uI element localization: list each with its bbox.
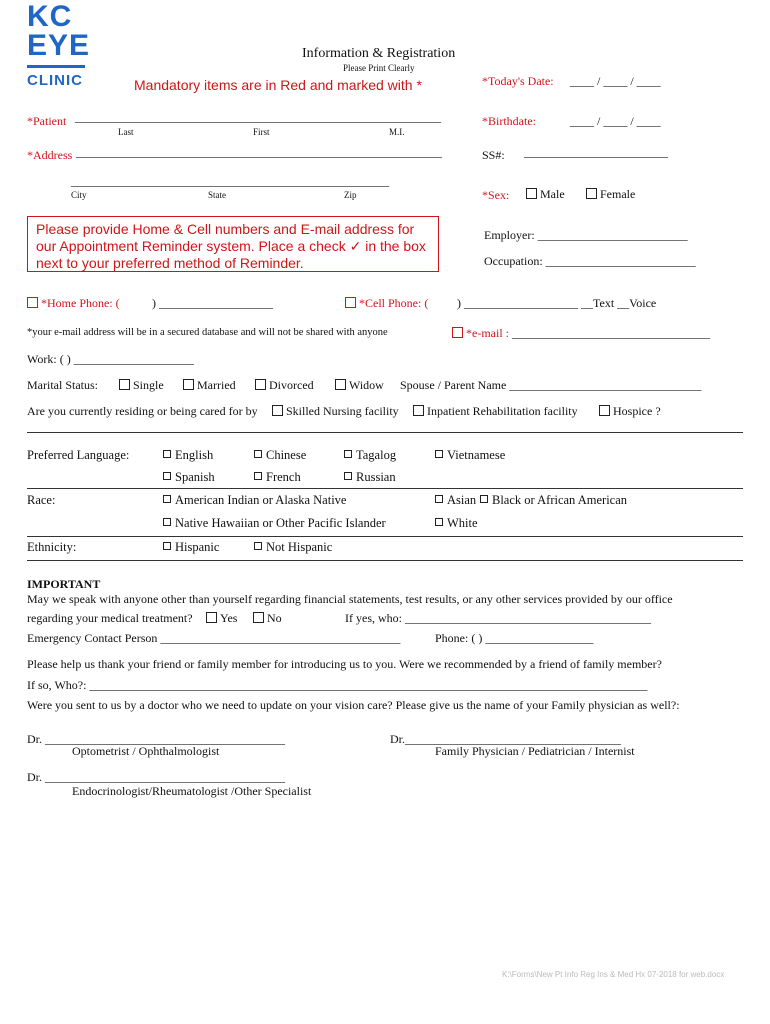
occupation-field[interactable]: Occupation: _________________________ bbox=[484, 254, 696, 268]
inpatient-rehab-option[interactable]: Inpatient Rehabilitation facility bbox=[413, 404, 578, 419]
logo-divider bbox=[27, 65, 85, 68]
file-path-footer: K:\Forms\New Pt Info Reg Ins & Med Hx 07-2018 for web.docx bbox=[502, 970, 725, 979]
marital-single[interactable]: Single bbox=[119, 378, 164, 393]
skilled-nursing-option[interactable]: Skilled Nursing facility bbox=[272, 404, 399, 419]
patient-mi-caption: M.I. bbox=[389, 127, 405, 137]
optometrist-field[interactable]: Dr. ________________________________________ bbox=[27, 732, 285, 746]
important-question-cont: regarding your medical treatment? bbox=[27, 611, 193, 625]
section-divider bbox=[27, 560, 743, 561]
language-label: Preferred Language: bbox=[27, 448, 130, 462]
cell-phone-label: *Cell Phone: ( bbox=[345, 296, 428, 311]
marital-widow[interactable]: Widow bbox=[335, 378, 384, 393]
lang-french[interactable]: French bbox=[254, 470, 301, 485]
female-label: Female bbox=[600, 187, 636, 201]
section-divider bbox=[27, 536, 743, 537]
hospice-option[interactable]: Hospice ? bbox=[599, 404, 661, 419]
form-subtitle: Please Print Clearly bbox=[343, 63, 415, 73]
emergency-phone-field[interactable]: Phone: ( ) __________________ bbox=[435, 631, 594, 645]
lang-vietnamese[interactable]: Vietnamese bbox=[435, 448, 505, 463]
mandatory-note: Mandatory items are in Red and marked with * bbox=[134, 77, 422, 93]
city-caption: City bbox=[71, 190, 87, 200]
patient-label: *Patient bbox=[27, 114, 67, 128]
race-american-indian[interactable]: American Indian or Alaska Native bbox=[163, 493, 346, 508]
race-black[interactable]: Black or African American bbox=[480, 493, 627, 508]
state-caption: State bbox=[208, 190, 226, 200]
section-divider bbox=[27, 432, 743, 433]
lang-russian[interactable]: Russian bbox=[344, 470, 396, 485]
logo-line2: EYE bbox=[27, 29, 91, 62]
race-hawaiian[interactable]: Native Hawaiian or Other Pacific Islander bbox=[163, 516, 386, 531]
address-field[interactable]: _____________________________________________________________ bbox=[76, 145, 442, 159]
ssn-field[interactable]: ________________________ bbox=[524, 145, 668, 159]
speak-who-field[interactable]: If yes, who: _________________________________________ bbox=[345, 611, 651, 625]
referral-question: Please help us thank your friend or family member for introducing us to you. Were we recommended by a friend of family member? bbox=[27, 657, 662, 671]
doctor-question: Were you sent to us by a doctor who we need to update on your vision care? Please give us the name of your Family physician as well?: bbox=[27, 698, 680, 712]
referral-who-field[interactable]: If so, Who?: _____________________________________________________________________________________________ bbox=[27, 678, 648, 692]
marital-status-label: Marital Status: bbox=[27, 378, 98, 392]
lang-tagalog[interactable]: Tagalog bbox=[344, 448, 396, 463]
lang-chinese[interactable]: Chinese bbox=[254, 448, 306, 463]
patient-last-caption: Last bbox=[118, 127, 134, 137]
email-privacy-note: *your e-mail address will be in a secured database and will not be shared with anyone bbox=[27, 327, 388, 338]
zip-caption: Zip bbox=[344, 190, 357, 200]
ethnicity-not-hispanic[interactable]: Not Hispanic bbox=[254, 540, 332, 555]
reminder-notice: Please provide Home & Cell numbers and E-mail address for our Appointment Reminder system. Place a check ✓ in the box next to your preferred method of Reminder. bbox=[27, 216, 439, 272]
family-physician-caption: Family Physician / Pediatrician / Internist bbox=[435, 744, 635, 758]
family-physician-field[interactable]: Dr.____________________________________ bbox=[390, 732, 621, 746]
form-title: Information & Registration bbox=[302, 46, 456, 61]
address-label: *Address bbox=[27, 148, 73, 162]
marital-divorced[interactable]: Divorced bbox=[255, 378, 314, 393]
cell-phone-field[interactable]: ) ___________________ __Text __Voice bbox=[457, 296, 657, 310]
ethnicity-label: Ethnicity: bbox=[27, 540, 77, 554]
spouse-parent-field[interactable]: Spouse / Parent Name ________________________________ bbox=[400, 378, 702, 392]
female-checkbox[interactable] bbox=[586, 188, 597, 199]
sex-female-option[interactable] bbox=[586, 187, 635, 202]
speak-no-option[interactable]: No bbox=[253, 611, 282, 626]
patient-name-field[interactable]: _____________________________________________________________ bbox=[75, 110, 441, 124]
lang-english[interactable]: English bbox=[163, 448, 213, 463]
lang-spanish[interactable]: Spanish bbox=[163, 470, 215, 485]
email-checkbox[interactable] bbox=[452, 327, 463, 338]
ethnicity-hispanic[interactable]: Hispanic bbox=[163, 540, 219, 555]
specialist-caption: Endocrinologist/Rheumatologist /Other Specialist bbox=[72, 784, 312, 798]
home-phone-field[interactable]: ) ___________________ bbox=[152, 296, 273, 310]
residing-question: Are you currently residing or being cared for by bbox=[27, 404, 258, 418]
city-state-zip-field[interactable]: _____________________________________________________ bbox=[71, 174, 389, 188]
marital-married[interactable]: Married bbox=[183, 378, 236, 393]
ssn-label: SS#: bbox=[482, 148, 505, 162]
emergency-contact-field[interactable]: Emergency Contact Person ________________________________________ bbox=[27, 631, 401, 645]
male-label: Male bbox=[540, 187, 565, 201]
sex-male-option[interactable] bbox=[526, 187, 565, 202]
todays-date-label: *Today's Date: bbox=[482, 74, 554, 88]
speak-yes-option[interactable]: Yes bbox=[206, 611, 237, 626]
race-label: Race: bbox=[27, 493, 56, 507]
employer-field[interactable]: Employer: _________________________ bbox=[484, 228, 688, 242]
specialist-field[interactable]: Dr. ________________________________________ bbox=[27, 770, 285, 784]
section-divider bbox=[27, 488, 743, 489]
work-phone-field[interactable]: Work: ( ) ____________________ bbox=[27, 352, 194, 366]
home-phone-label: *Home Phone: ( bbox=[27, 296, 120, 311]
race-asian[interactable]: Asian bbox=[435, 493, 476, 508]
important-question: May we speak with anyone other than yourself regarding financial statements, test results, or any other services provided by our office bbox=[27, 592, 673, 606]
sex-label: *Sex: bbox=[482, 188, 510, 202]
important-heading: IMPORTANT bbox=[27, 577, 101, 591]
logo-line3: CLINIC bbox=[27, 72, 83, 89]
male-checkbox[interactable] bbox=[526, 188, 537, 199]
home-phone-checkbox[interactable] bbox=[27, 297, 38, 308]
birthdate-field[interactable]: ____ / ____ / ____ bbox=[570, 114, 661, 128]
clinic-logo bbox=[27, 2, 89, 89]
todays-date-field[interactable]: ____ / ____ / ____ bbox=[570, 74, 661, 88]
email-field[interactable]: _________________________________ bbox=[512, 326, 710, 340]
optometrist-caption: Optometrist / Ophthalmologist bbox=[72, 744, 220, 758]
birthdate-label: *Birthdate: bbox=[482, 114, 536, 128]
logo-line1: KC bbox=[27, 0, 73, 33]
race-white[interactable]: White bbox=[435, 516, 478, 531]
patient-first-caption: First bbox=[253, 127, 270, 137]
cell-phone-checkbox[interactable] bbox=[345, 297, 356, 308]
email-label: *e-mail : bbox=[452, 326, 509, 341]
